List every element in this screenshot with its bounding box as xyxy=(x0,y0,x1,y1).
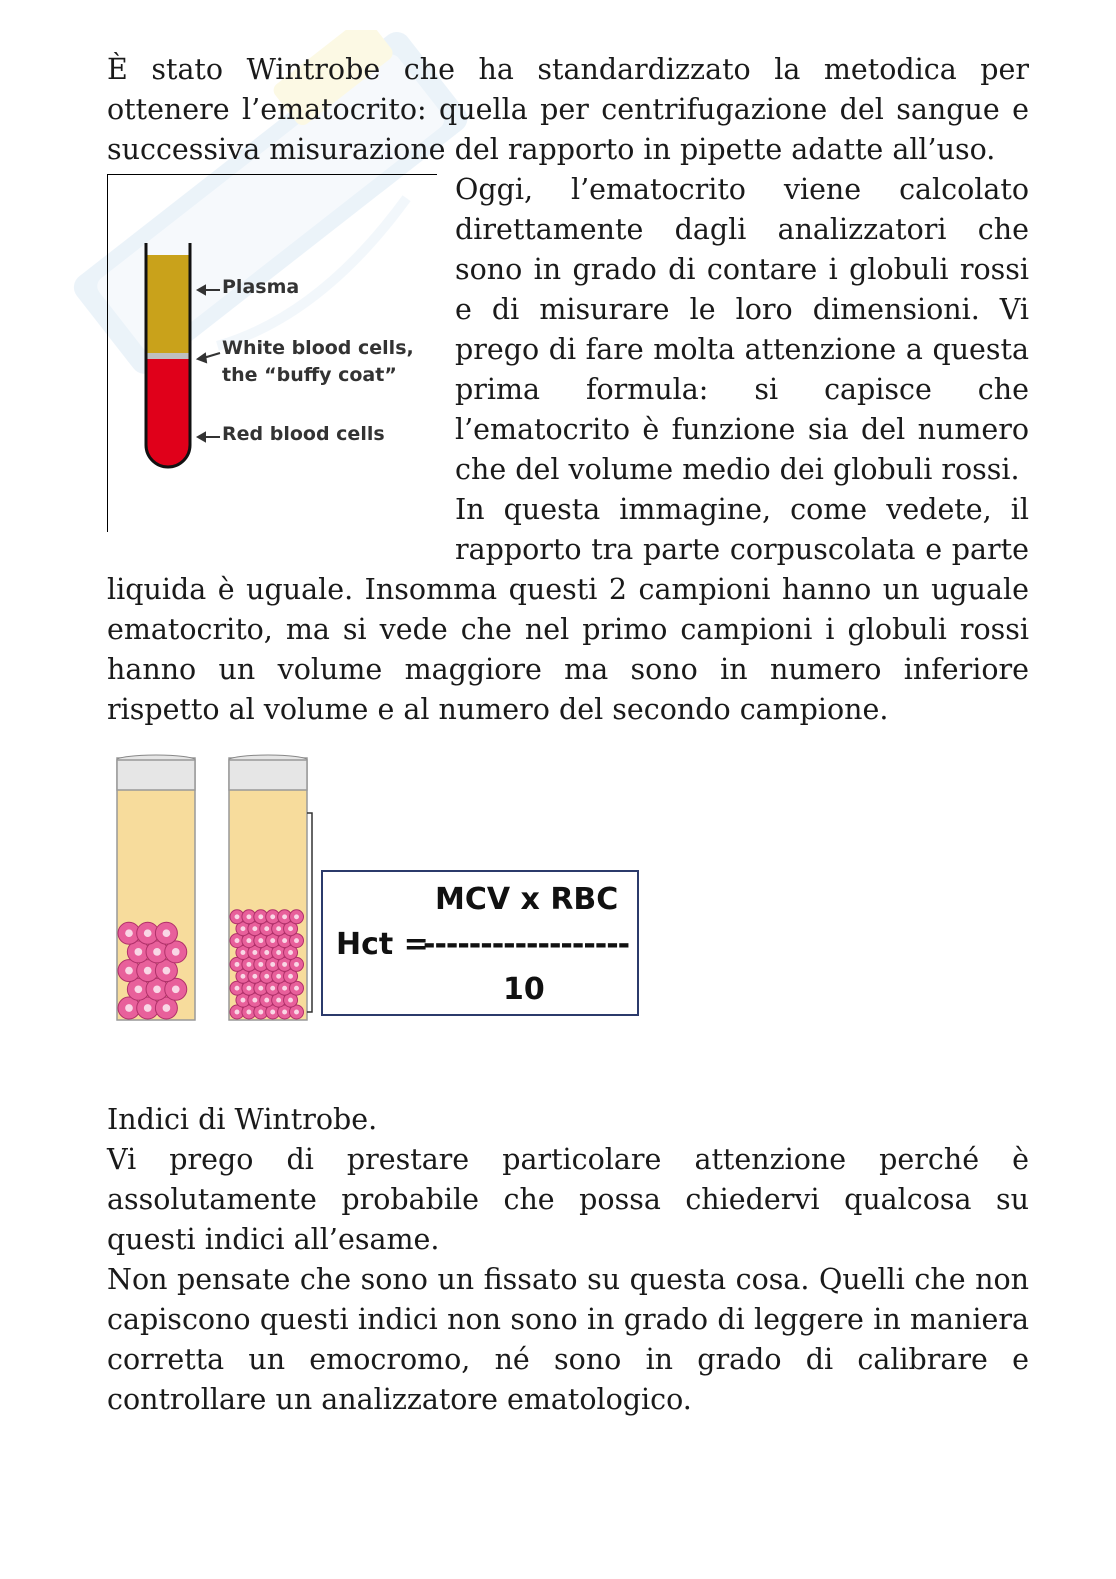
small-red-cell-center xyxy=(241,950,246,955)
small-red-cell-center xyxy=(276,950,281,955)
small-red-cell-center xyxy=(276,926,281,931)
small-red-cell-center xyxy=(235,1010,240,1015)
small-red-cell-center xyxy=(241,926,246,931)
small-red-cell-center xyxy=(252,926,257,931)
small-red-cell-center xyxy=(258,914,263,919)
small-red-cell-center xyxy=(241,998,246,1003)
large-red-cell-center xyxy=(172,985,180,993)
small-red-cell-center xyxy=(246,1010,251,1015)
tube-2-cap xyxy=(229,760,307,790)
small-red-cell-center xyxy=(288,926,293,931)
small-red-cell-center xyxy=(282,962,287,967)
small-red-cell-center xyxy=(270,986,275,991)
small-red-cell-center xyxy=(288,998,293,1003)
formula-lhs: Hct = xyxy=(336,927,429,962)
tube-1-cap xyxy=(117,760,195,790)
small-red-cell-center xyxy=(282,938,287,943)
small-red-cell-center xyxy=(282,914,287,919)
wbc-label-line2: the “buffy coat” xyxy=(222,364,397,386)
small-red-cell-center xyxy=(241,974,246,979)
small-red-cell-center xyxy=(264,998,269,1003)
paragraph-attention: Vi prego di prestare particolare attenzione perché è assolutamente probabile che possa chiedervi qualcosa su questi indici all’esame. xyxy=(107,1143,1029,1256)
small-red-cell-center xyxy=(294,914,299,919)
small-red-cell-center xyxy=(258,1010,263,1015)
large-red-cell-center xyxy=(125,1004,133,1012)
small-red-cell-center xyxy=(235,914,240,919)
large-red-cell-center xyxy=(144,967,152,975)
small-red-cell-center xyxy=(235,938,240,943)
formula-numerator: MCV x RBC xyxy=(435,882,619,917)
hct-formula-box xyxy=(321,870,639,1016)
small-red-cell-center xyxy=(264,974,269,979)
small-red-cell-center xyxy=(282,1010,287,1015)
small-red-cell-center xyxy=(288,950,293,955)
small-red-cell-center xyxy=(270,914,275,919)
small-red-cell-center xyxy=(294,986,299,991)
small-red-cell-center xyxy=(264,950,269,955)
small-red-cell-center xyxy=(294,1010,299,1015)
small-red-cell-center xyxy=(264,926,269,931)
small-red-cell-center xyxy=(235,962,240,967)
small-red-cell-center xyxy=(276,998,281,1003)
small-red-cell-center xyxy=(258,986,263,991)
small-red-cell-center xyxy=(246,962,251,967)
small-red-cell-center xyxy=(270,962,275,967)
large-red-cell-center xyxy=(125,929,133,937)
large-red-cell-center xyxy=(163,1004,171,1012)
small-red-cell-center xyxy=(246,938,251,943)
hematocrit-tube-figure xyxy=(107,174,437,532)
small-red-cell-center xyxy=(258,962,263,967)
small-red-cell-center xyxy=(246,914,251,919)
large-red-cell-center xyxy=(163,929,171,937)
formula-fraction-line: ------------------ xyxy=(423,927,630,962)
formula-denominator: 10 xyxy=(503,972,545,1007)
small-red-cell-center xyxy=(252,998,257,1003)
large-red-cell-center xyxy=(125,967,133,975)
small-red-cell-center xyxy=(270,938,275,943)
small-red-cell-center xyxy=(246,986,251,991)
large-red-cell-center xyxy=(163,967,171,975)
large-red-cell-center xyxy=(144,1004,152,1012)
paragraph-intro: È stato Wintrobe che ha standardizzato la metodica per ottenere l’ematocrito: quella per centrifugazione del sangue e successiva misurazione del rapporto in pipette adatte all’uso. xyxy=(107,53,1029,166)
plasma-label: Plasma xyxy=(222,276,300,298)
large-red-cell-center xyxy=(135,985,143,993)
rbc-label: Red blood cells xyxy=(222,423,385,445)
paragraph-samples: In questa immagine, come vedete, il rapporto tra parte corpuscolata e parte liquida è uguale. Insomma questi 2 campioni hanno un uguale ematocrito, ma si vede che nel primo campioni i globuli rossi hanno un volume maggiore ma sono in numero inferiore rispetto al volume e al numero del secondo campione. xyxy=(107,493,1029,726)
buffy-coat-layer xyxy=(146,353,190,359)
small-red-cell-center xyxy=(235,986,240,991)
small-red-cell-center xyxy=(270,1010,275,1015)
paragraph-analyzers: Oggi, l’ematocrito viene calcolato direttamente dagli analizzatori che sono in grado di contare i globuli rossi e di misurare le loro dimensioni. Vi prego di fare molta attenzione a questa prima formula: si capisce che l’ematocrito è funzione sia del numero che del volume medio dei globuli rossi. xyxy=(455,173,1029,486)
small-red-cell-center xyxy=(294,962,299,967)
sample-tubes-figure xyxy=(107,748,1029,1048)
large-red-cell-center xyxy=(135,948,143,956)
large-red-cell-center xyxy=(153,985,161,993)
small-red-cell-center xyxy=(276,974,281,979)
large-red-cell-center xyxy=(144,929,152,937)
large-red-cells xyxy=(118,922,187,1019)
small-red-cell-center xyxy=(282,986,287,991)
large-red-cell-center xyxy=(172,948,180,956)
paragraph-not-obsessed: Non pensate che sono un fissato su questa cosa. Quelli che non capiscono questi indici non sono in grado di leggere in maniera corretta un emocromo, né sono in grado di calibrare e controllare un analizzatore ematologico. xyxy=(107,1263,1029,1416)
small-red-cell-center xyxy=(258,938,263,943)
plasma-layer xyxy=(146,255,190,353)
red-cell-layer xyxy=(146,359,190,467)
small-red-cells xyxy=(230,910,304,1019)
paragraph-wintrobe-indices: Indici di Wintrobe. xyxy=(107,1103,378,1136)
small-red-cell-center xyxy=(252,974,257,979)
wbc-label-line1: White blood cells, xyxy=(222,337,414,359)
small-red-cell-center xyxy=(294,938,299,943)
small-red-cell-center xyxy=(288,974,293,979)
large-red-cell-center xyxy=(153,948,161,956)
small-red-cell-center xyxy=(252,950,257,955)
